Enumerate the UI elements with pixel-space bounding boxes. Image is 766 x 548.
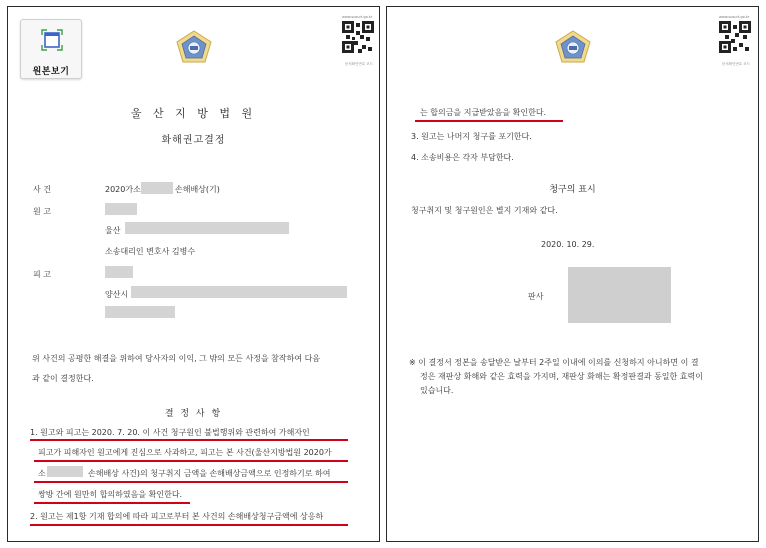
note-line-2: 정은 재판상 화해와 같은 효력을 가지며, 재판상 화해는 확정판결과 동일한 효력이 (420, 372, 703, 381)
intro-line-1: 위 사건의 공평한 해결을 위하여 당사자의 이익, 그 밖의 모든 사정을 참작하여 다음 (32, 354, 321, 363)
qr-site-text: www.scourt.go.kr (719, 15, 750, 19)
court-emblem-icon (554, 30, 592, 64)
decision-heading: 결 정 사 항 (164, 409, 223, 419)
redacted-defendant-name (105, 266, 133, 278)
red-underline (30, 439, 348, 441)
item1-line-2: 피고가 피해자인 원고에게 진심으로 사과하고, 피고는 본 사건(울산지방법원 2020가 (38, 448, 332, 457)
document-title: 화해권고결정 (161, 135, 226, 146)
court-emblem-icon (175, 30, 213, 64)
note-line-1: ※ 이 결정서 정본을 송달받은 날부터 2주일 이내에 이의를 신청하지 아니하면 이 결 (409, 358, 699, 367)
qr-code-icon (719, 21, 751, 53)
original-view-label: 원본보기 (32, 67, 70, 77)
claim-heading: 청구의 표시 (549, 185, 596, 195)
document-page-2 (386, 6, 759, 542)
qr-site-text: www.scourt.go.kr (342, 15, 373, 19)
item1-line-3: 손해배상 사건)의 청구취지 금액을 손해배상금액으로 인정하기로 하여 (88, 469, 331, 478)
document-page-1 (7, 6, 380, 542)
qr-caption: 문서확인번호 코드 (721, 62, 751, 66)
red-underline (415, 120, 563, 122)
item1-line-1: 1. 원고와 피고는 2020. 7. 20. 이 사건 청구원인 불법행위와 관련하여 가해자인 (30, 428, 310, 437)
item4: 4. 소송비용은 각자 부담한다. (411, 153, 514, 162)
intro-line-2: 과 같이 결정한다. (32, 374, 94, 383)
plaintiff-label: 원 고 (33, 207, 51, 216)
item2-continuation: 는 합의금을 지급받았음을 확인한다. (420, 108, 547, 117)
case-label: 사 건 (33, 185, 51, 194)
case-number-prefix: 2020가소 (105, 185, 141, 194)
redacted-defendant-address (131, 286, 347, 298)
plaintiff-address-prefix: 울산 (105, 226, 121, 235)
original-view-button[interactable] (20, 19, 82, 79)
red-underline (34, 460, 348, 462)
defendant-label: 피 고 (33, 270, 51, 279)
case-type: 손해배상(기) (175, 185, 220, 194)
note-line-3: 있습니다. (420, 386, 454, 395)
defendant-address-prefix: 양산시 (105, 290, 129, 299)
qr-code-icon (342, 21, 374, 53)
item1-line-4: 쌍방 간에 원만히 합의하였음을 확인한다. (38, 490, 183, 499)
court-name: 울 산 지 방 법 원 (130, 107, 257, 120)
item1-line-3-prefix: 소 (38, 469, 46, 478)
redacted-plaintiff-address (125, 222, 289, 234)
redacted-case-number-2 (47, 466, 83, 477)
red-underline (34, 502, 190, 504)
redacted-defendant-address-2 (105, 306, 175, 318)
item2-line-1: 2. 원고는 제1항 기재 합의에 따라 피고로부터 본 사건의 손해배상청구금액에 상응하 (30, 512, 324, 521)
red-underline (34, 481, 348, 483)
redacted-plaintiff-name (105, 203, 137, 215)
qr-code (719, 15, 751, 66)
decision-date: 2020. 10. 29. (541, 240, 595, 249)
plaintiff-agent: 소송대리인 변호사 김병수 (105, 247, 196, 256)
expand-icon (41, 29, 63, 51)
qr-caption: 문서확인번호 코드 (344, 62, 374, 66)
claim-text: 청구취지 및 청구원인은 별지 기재와 같다. (411, 206, 558, 215)
judge-label: 판사 (528, 292, 544, 301)
item3: 3. 원고는 나머지 청구를 포기한다. (411, 132, 532, 141)
qr-code (342, 15, 374, 66)
red-underline (30, 524, 348, 526)
redacted-judge-name (568, 267, 671, 323)
redacted-case-number (141, 182, 173, 194)
